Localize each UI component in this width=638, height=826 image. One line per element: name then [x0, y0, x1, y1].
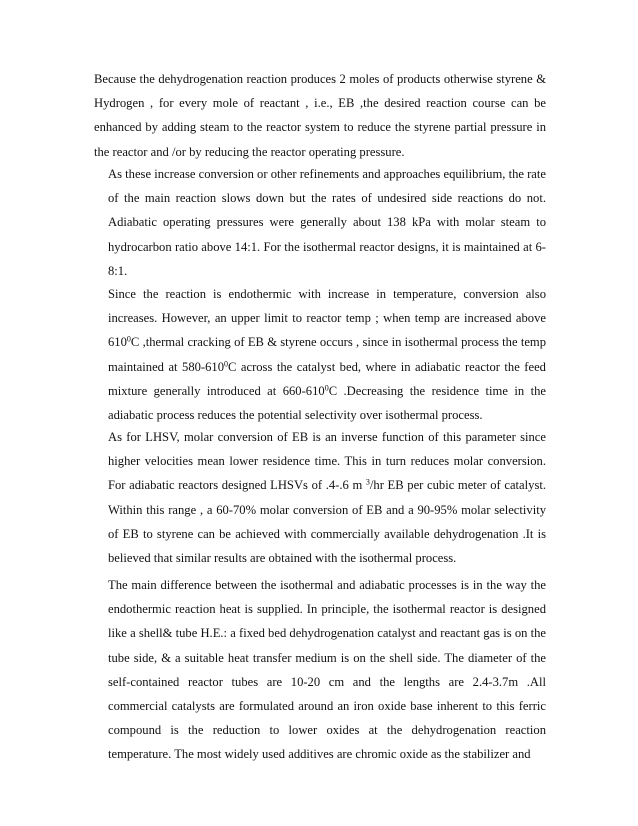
degree-superscript: 0	[126, 335, 131, 345]
degree-superscript: 0	[224, 359, 228, 369]
paragraph-temperature	[108, 282, 546, 427]
paragraph-equilibrium	[108, 162, 546, 283]
text-segment: Since the reaction is endothermic with increase in temperature, conversion also increases. However, an upper limit to reactor temp ; when temp are increased above 610	[108, 287, 546, 350]
text-segment: As these increase conversion or other refinements and approaches equilibrium, the rate of the main reaction slows down but the rates of undesired side reactions do not. Adiabatic operating pressures were generally about 138 kPa with molar steam to hydrocarbon ratio above 14:1. For the isothermal reactor designs, it is maintained at 6-8:1.	[108, 167, 546, 278]
text-segment: Because the dehydrogenation reaction produces 2 moles of products otherwise styrene & Hydrogen , for every mole of reactant , i.e., EB ,the desired reaction course can be enhanced by adding steam to the reactor system to reduce the styrene partial pressure in the reactor and /or by reducing the reactor operating pressure.	[94, 72, 546, 159]
paragraph-reactor-design	[108, 573, 546, 767]
text-segment: C .Decreasing the residence time in the adiabatic process reduces the potential selectivity over isothermal process.	[108, 383, 546, 423]
cubic-superscript: 3	[365, 478, 370, 488]
text-segment: As for LHSV, molar conversion of EB is an inverse function of this parameter since higher velocities mean lower residence time. This in turn reduces molar conversion. For adiabatic reactors designed LHSVs of .4-.6 m	[108, 430, 546, 493]
text-segment: /hr EB per cubic meter of catalyst. Within this range , a 60-70% molar conversion of EB and a 90-95% molar selectivity of EB to styrene can be achieved with commercially available dehydrogenation .It is believed that similar results are obtained with the isothermal process.	[108, 478, 546, 566]
text-segment: The main difference between the isothermal and adiabatic processes is in the way the endothermic reaction heat is supplied. In principle, the isothermal reactor is designed like a shell& tube H.E.: a fixed bed dehydrogenation catalyst and reactant gas is on the tube side, & a suitable heat transfer medium is on the shell side. The diameter of the self-contained reactor tubes are 10-20 cm and the lengths are 2.4-3.7m .All commercial catalysts are formulated around an iron oxide base inherent to this ferric compound is the reduction to lower oxides at the dehydrogenation reaction temperature. The most widely used additives are chromic oxide as the stabilizer and	[108, 578, 546, 762]
paragraph-lhsv	[108, 425, 546, 570]
paragraph-steam-pressure	[94, 67, 546, 164]
text-segment: C across the catalyst bed, where in adiabatic reactor the feed mixture generally introduced at 660-610	[108, 359, 546, 398]
text-segment: C ,thermal cracking of EB & styrene occurs , since in isothermal process the temp maintained at 580-610	[108, 335, 546, 374]
degree-superscript: 0	[324, 383, 329, 393]
